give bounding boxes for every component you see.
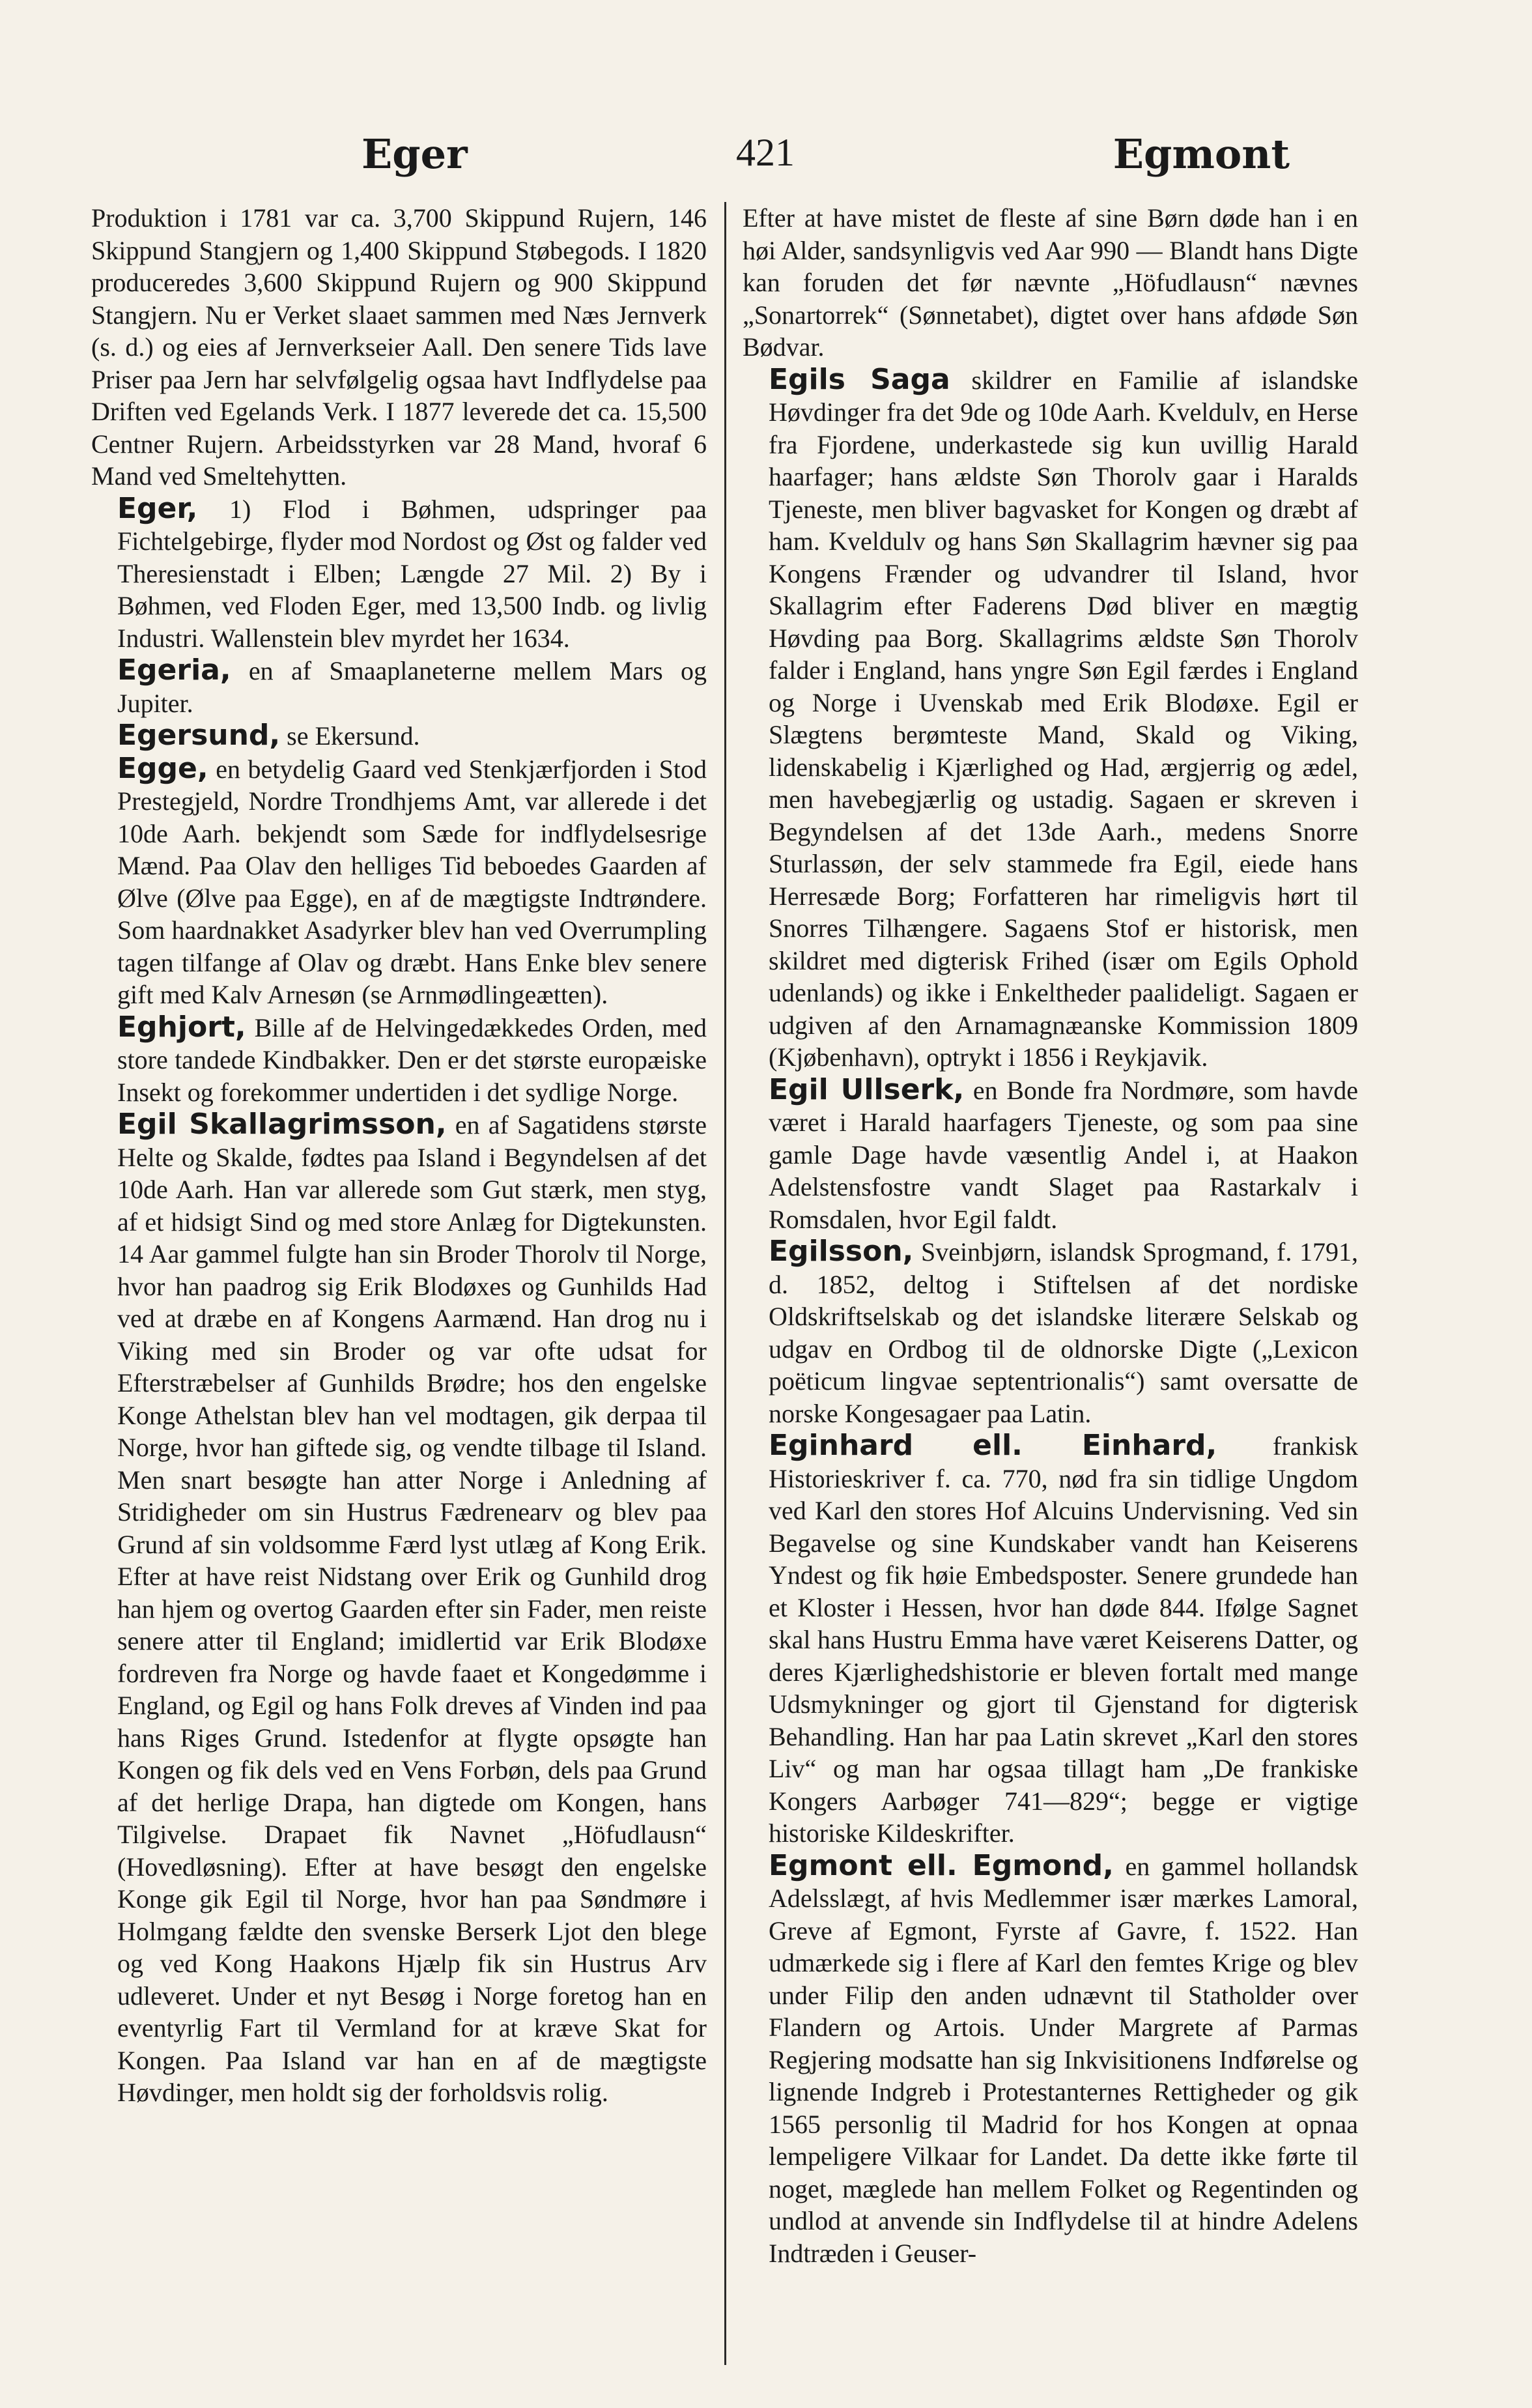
entry-headword: Egils Saga (769, 362, 950, 396)
entry-headword: Egeria, (117, 653, 231, 687)
page-number: 421 (736, 131, 795, 174)
entry-text: en af Smaaplaneterne mellem Mars og Jupiter. (117, 656, 707, 718)
header-right-word: Egmont (1113, 130, 1290, 178)
entry-text: Produktion i 1781 var ca. 3,700 Skippund Rujern, 146 Skippund Stangjern og 1,400 Skippund Støbegods. I 1820 produceredes 3,600 Skippund Rujern og 900 Skippund Stangjern. Nu er Verket slaaet sammen med Næs Jernverk (s. d.) og eies af Jernverkseier Aall. Den senere Tids lave Priser paa Jern har selvfølgelig ogsaa havt Indflydelse paa Driften ved Egelands Verk. I 1877 leverede det ca. 15,500 Centner Rujern. Arbeidsstyrken var 28 Mand, hvoraf 6 Mand ved Smeltehytten. (91, 203, 707, 491)
entry-text: frankisk Historieskriver f. ca. 770, nød fra sin tidlige Ungdom ved Karl den stores Hof Alcuins Undervisning. Ved sin Begavelse og sine Kundskaber vandt han Keiserens Yndest og fik høie Embedsposter. Senere grundede han et Kloster i Hessen, hvor han døde 844. Ifølge Sagnet skal hans Hustru Emma have været Keiserens Datter, og deres Kjærlighedshistorie er bleven fortalt med mange Udsmykninger og gjort til Gjenstand for digterisk Behandling. Han har paa Latin skrevet „Karl den stores Liv“ og man har ogsaa tillagt ham „De frankiske Kongers Aarbøger 741—829“; begge er vigtige historiske Kildeskrifter. (769, 1431, 1358, 1848)
entry-text: skildrer en Familie af islandske Høvdinger fra det 9de og 10de Aarh. Kveldulv, en Herse fra Fjordene, underkastede sig kun uvillig Harald haarfager; hans ældste Søn Thorolv gaar i Haralds Tjeneste, men bliver bagvasket for Kongen og dræbt af ham. Kveldulv og hans Søn Skallagrim hævner sig paa Kongens Frænder og udvandrer til Island, hvor Skallagrim efter Faderens Død bliver en mægtig Høvding paa Borg. Skallagrims ældste Søn Thorolv falder i England, hans yngre Søn Egil færdes i England og Norge i Uvenskab med Erik Blodøxe. Egil er Slægtens berømteste Mand, Skald og Viking, lidenskabelig i Kjærlighed og Had, ærgjerrig og ædel, men havebegjærlig og ustadig. Sagaen er skreven i Begyndelsen af det 13de Aarh., medens Snorre Sturlassøn, der selv stammede fra Egil, eiede hans Herresæde Borg; Forfatteren har rimeligvis hørt til Snorres Tilhængere. Sagaens Stof er historisk, men skildret med digterisk Frihed (især om Egils Ophold udenlands) og ikke i Enkeltheder paalideligt. Sagaen er udgiven af den Arnamagnæanske Kommission 1809 (Kjøbenhavn), optrykt i 1856 i Reykjavik. (769, 365, 1359, 1072)
column-divider (724, 202, 726, 2365)
entry (91, 752, 707, 1011)
entry (91, 493, 707, 655)
entry (743, 1235, 1358, 1429)
entry-headword: Egmont ell. Egmond, (769, 1848, 1114, 1882)
entry-text: Bille af de Helvingedækkedes Orden, med store tandede Kindbakker. Den er det største europæiske Insekt og forekommer undertiden i det sydlige Norge. (117, 1012, 707, 1107)
entry-text: en af Sagatidens største Helte og Skalde, fødtes paa Island i Begyndelsen af det 10de Aarh. Han var allerede som Gut stærk, men styg, af et hidsigt Sind og med store Anlæg for Digtekunsten. 14 Aar gammel fulgte han sin Broder Thorolv til Norge, hvor han paadrog sig Erik Blodøxes og Gunhilds Had ved at dræbe en af Kongens Aarmænd. Han drog nu i Viking med sin Broder og var ofte udsat for Efterstræbelser af Gunhilds Brødre; hos den engelske Konge Athelstan blev han vel modtagen, gik derpaa til Norge, hvor han giftede sig, og vendte tilbage til Island. Men snart besøgte han atter Norge i Anledning af Stridigheder om sin Hustrus Fædrenearv og blev paa Grund af sin voldsomme Færd lyst utlæg af Kong Erik. Efter at have reist Nidstang over Erik og Gunhild drog han hjem og overtog Gaarden efter sin Fader, men reiste senere atter til England; imidlertid var Erik Blodøxe fordreven fra Norge og havde faaet et Kongedømme i England, og Egil og hans Folk dreves af Vinden ind paa hans Riges Grund. Istedenfor at flygte opsøgte han Kongen og fik dels ved en Vens Forbøn, dels paa Grund af det herlige Drapa, han digtede om Kongen, hans Tilgivelse. Drapaet fik Navnet „Höfudlausn“ (Hovedløsning). Efter at have besøgt den engelske Konge gik Egil til Norge, hvor han paa Søndmøre i Holmgang fældte den svenske Berserk Ljot den blege og ved Kong Haakons Hjælp fik sin Hustrus Arv udleveret. Under et nyt Besøg i Norge foretog han en eventyrlig Fart til Vermland for at kræve Skat for Kongen. Paa Island var han en af de mægtigste Høvdinger, men holdt sig der forholdsvis rolig. (117, 1110, 707, 2107)
entry-text: se Ekersund. (287, 721, 420, 751)
entry-continuation (91, 202, 707, 493)
page-header (91, 117, 1440, 195)
entry (91, 1011, 707, 1109)
entry-headword: Eghjort, (117, 1010, 246, 1044)
entry-text: Sveinbjørn, islandsk Sprogmand, f. 1791, d. 1852, deltog i Stiftelsen af det nordiske Oldskriftselskab og det islandske literære Selskab og udgav en Ordbog til de oldnorske Digte („Lexicon poëticum lingvae septentrionalis“) samt oversatte de norske Kongesagaer paa Latin. (769, 1237, 1358, 1428)
entry-text: en Bonde fra Nordmøre, som havde været i Harald haarfagers Tjeneste, og som paa sine gamle Dage havde væsentlig Andel i, at Haakon Adelstensfostre vandt Slaget paa Rastarkalv i Romsdalen, hvor Egil faldt. (769, 1075, 1358, 1234)
entry-text: 1) Flod i Bøhmen, udspringer paa Fichtelgebirge, flyder mod Nordost og Øst og falder ved Theresienstadt i Elben; Længde 27 Mil. 2) By i Bøhmen, ved Floden Eger, med 13,500 Indb. og livlig Industri. Wallenstein blev myrdet her 1634. (117, 494, 707, 653)
entry (743, 1074, 1358, 1236)
entry (91, 1108, 707, 2109)
entry-headword: Eger, (117, 491, 198, 525)
entry (743, 364, 1358, 1074)
entry-headword: Egil Ullserk, (769, 1072, 965, 1106)
right-column (743, 202, 1358, 2372)
header-left-word: Eger (362, 130, 468, 178)
entry (91, 654, 707, 719)
entry-headword: Egersund, (117, 719, 281, 752)
entry (743, 1429, 1358, 1850)
entry-headword: Eginhard ell. Einhard, (769, 1429, 1217, 1462)
entry-headword: Egge, (117, 751, 208, 785)
entry-headword: Egilsson, (769, 1235, 914, 1268)
entry (743, 1850, 1358, 2270)
left-column (91, 202, 707, 2372)
entry-text: en betydelig Gaard ved Stenkjærfjorden i Stod Prestegjeld, Nordre Trondhjems Amt, var allerede i det 10de Aarh. bekjendt som Sæde for indflydelsesrige Mænd. Paa Olav den helliges Tid beboedes Gaarden af Ølve (Ølve paa Egge), en af de mægtigste Indtrøndere. Som haardnakket Asadyrker blev han ved Overrumpling tagen tilfange af Olav og dræbt. Hans Enke blev senere gift med Kalv Arnesøn (se Arnmødlingeætten). (117, 754, 707, 1009)
entry (91, 719, 707, 752)
entry-headword: Egil Skallagrimsson, (117, 1108, 447, 1141)
entry-text: Efter at have mistet de fleste af sine Børn døde han i en høi Alder, sandsynligvis ved Aar 990 — Blandt hans Digte kan foruden det før nævnte „Höfudlausn“ nævnes „Sonartorrek“ (Sønnetabet), digtet over hans afdøde Søn Bødvar. (743, 203, 1358, 362)
entry-text: en gammel hollandsk Adelsslægt, af hvis Medlemmer især mærkes Lamoral, Greve af Egmont, Fyrste af Gavre, f. 1522. Han udmærkede sig i flere af Karl den femtes Krige og blev under Filip den anden udnævnt til Statholder over Flandern og Artois. Under Margrete af Parmas Regjering modsatte han sig Inkvisitionens Indførelse og lignende Indgreb i Protestanternes Rettigheder og gik 1565 personlig til Madrid for hos Kongen at opnaa lempeligere Vilkaar for Landet. Da dette ikke førte til noget, mæglede han mellem Folket og Regentinden og undlod at anvende sin Indflydelse til at hindre Adelens Indtræden i Geuser- (769, 1851, 1358, 2268)
entry-continuation (743, 202, 1358, 364)
